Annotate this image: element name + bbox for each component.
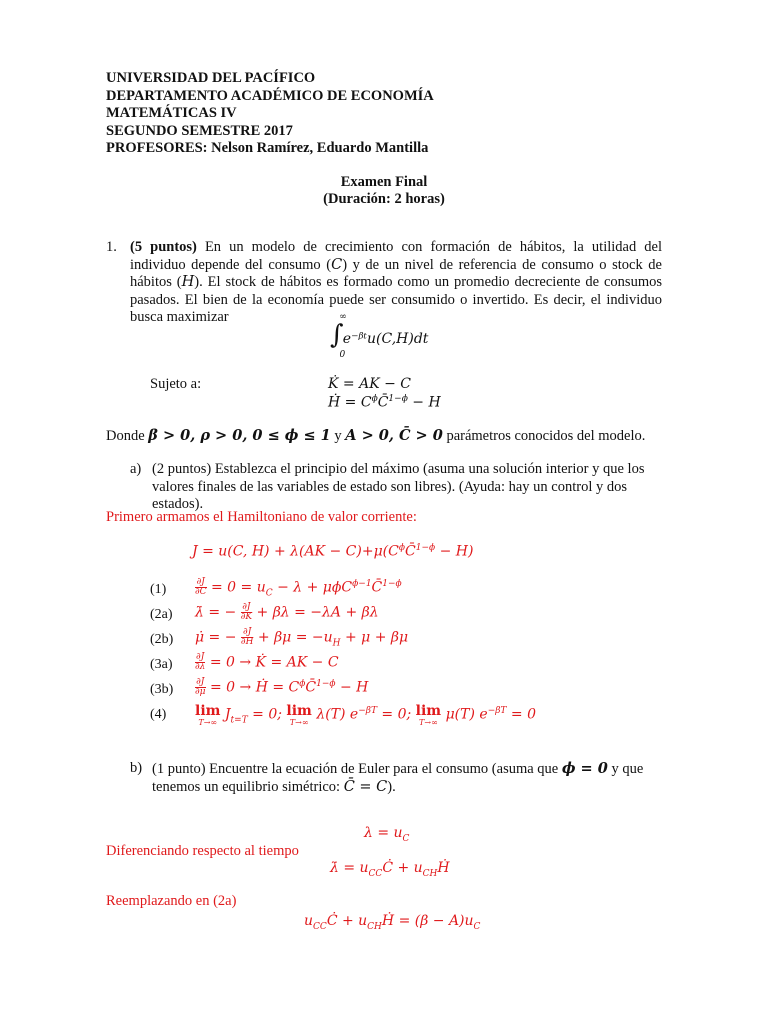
ham-start: J = u(C, H) + λ(AK − C)+μ(C: [192, 543, 399, 560]
lim2: lim: [286, 703, 312, 719]
department-name: DEPARTAMENTO ACADÉMICO DE ECONOMÍA: [106, 87, 434, 104]
q1-text-b: ) y de un nivel de referencia de consumo o stock de hábitos (: [130, 256, 662, 290]
lim1-sub: T→∞: [198, 718, 218, 727]
ham-sup1: ϕ: [398, 543, 405, 553]
condition-3a: [195, 653, 339, 672]
step-replace: Reemplazando en (2a): [106, 893, 237, 909]
subject-to-label: Sujeto a:: [150, 376, 202, 392]
step-differentiate: Diferenciando respecto al tiempo: [106, 843, 299, 859]
lim3-sub: T→∞: [419, 718, 438, 727]
cond1-sub: C: [265, 588, 273, 599]
objective-integral: $\int_0^\infty e^-ᵝᵗu(C,H)dt$: [330, 312, 429, 360]
q1-var-h: H: [181, 274, 195, 290]
lim2-sub: T→∞: [289, 718, 309, 727]
eq3-sub2: CH: [367, 921, 382, 932]
part-b-label: b): [130, 760, 143, 776]
integral-sign-icon: ∫: [330, 320, 344, 350]
parameters-statement: [106, 427, 645, 445]
condition-4: [195, 703, 536, 728]
cond2b-lhs: μ̇ = −: [195, 629, 237, 646]
eq2-mid: Ċ + u: [382, 860, 423, 876]
part-a-label: a): [130, 461, 142, 477]
constraint-h-start: Ḣ = C: [328, 394, 372, 411]
cond1-rhs2: − λ + μϕC: [272, 579, 353, 596]
cond1-rhs: = 0 = u: [211, 579, 266, 596]
condition-label: (2b): [150, 632, 174, 647]
cond3a-num: ∂J: [196, 652, 205, 662]
objective-expression: e⁻ᵝᵗu(C,H)dt: [342, 331, 429, 347]
cond2a-rhs: + βλ = −λA + βλ: [256, 604, 379, 621]
constraint-h: [328, 394, 441, 411]
part-b-text-a: (1 punto) Encuentre la ecuación de Euler para el consumo (asuma que: [152, 761, 562, 777]
condition-2a: [195, 603, 379, 622]
professors: PROFESORES: Nelson Ramírez, Eduardo Mantilla: [106, 140, 429, 156]
cond3b-sup2: 1−ϕ: [316, 678, 336, 689]
cond4-t5sup: −βT: [487, 706, 507, 716]
cond3b-num: ∂J: [196, 677, 205, 687]
euler-eq1: [364, 825, 409, 844]
cond4-t6: = 0: [506, 706, 536, 723]
eq3-end: Ḣ = (β − A)u: [381, 913, 474, 929]
eq2-start: λ̇ = u: [330, 860, 369, 876]
constraint-k: K̇ = AK − C: [328, 376, 412, 392]
constraint-h-mid: C̄: [377, 394, 389, 411]
part-b-text-c: ).: [387, 778, 396, 795]
cond2b-sub: H: [332, 638, 341, 649]
condition-label: (4): [150, 707, 167, 722]
ham-sup2: 1−ϕ: [415, 543, 436, 553]
cond2a-den: ∂K: [240, 612, 253, 622]
cond3a-rhs: = 0 → K̇ = AK − C: [209, 654, 339, 671]
lim1: lim: [195, 703, 221, 719]
cond4-t2: = 0;: [252, 706, 287, 723]
cond3a-den: ∂λ: [195, 662, 206, 672]
eq1-sub: C: [402, 833, 410, 844]
course-name: MATEMÁTICAS IV: [106, 105, 237, 121]
cond1-num: ∂J: [196, 577, 205, 587]
condition-label: (3b): [150, 682, 174, 697]
cond4-t3sup: −βT: [358, 706, 377, 716]
cond3b-den: ∂μ: [195, 687, 206, 697]
cond1-den: ∂C: [195, 587, 207, 597]
question-1-text: [130, 239, 662, 327]
eq3-sub1: CC: [313, 921, 327, 932]
condition-2b: [195, 628, 408, 648]
ham-end: − H): [435, 543, 474, 560]
part-b-text-b: y que tenemos un equilibrio simétrico:: [152, 761, 644, 795]
eq2-end: Ḣ: [437, 860, 450, 876]
constraint-h-sup1: ϕ: [371, 394, 378, 404]
cond3b-rhs2: C̄: [305, 679, 317, 696]
q1-text-a: En un modelo de crecimiento con formación de hábitos, la utilidad del individuo depende del consumo (: [130, 239, 663, 273]
donde-end: parámetros conocidos del modelo.: [442, 428, 646, 444]
question-points: (5 puntos): [130, 239, 197, 255]
cond4-t1: J: [224, 706, 231, 723]
eq3-start: u: [304, 913, 314, 929]
lim3: lim: [415, 703, 442, 719]
eq2-sub1: CC: [368, 868, 383, 879]
cond2a-lhs: λ̇ = −: [195, 604, 237, 621]
exam-duration: (Duración: 2 horas): [323, 191, 445, 207]
constraint-h-sup2: 1−ϕ: [388, 394, 408, 404]
cond4-t1sub: t=T: [230, 715, 248, 726]
condition-label: (2a): [150, 607, 173, 622]
cond3b-rhs3: − H: [335, 679, 369, 696]
answer-intro: Primero armamos el Hamiltoniano de valor corriente:: [106, 509, 417, 525]
cond4-t3: λ(T) e: [316, 706, 359, 723]
q1-text-c: ). El stock de hábitos es formado como un promedio decreciente de consumos pasados. El bien de la economía puede ser consumido o invertido. Es decir, el individuo busca maximizar: [130, 274, 662, 325]
university-name: UNIVERSIDAD DEL PACÍFICO: [106, 70, 316, 86]
question-number: 1.: [106, 239, 117, 255]
cond1-sup2: 1−ϕ: [382, 578, 402, 589]
part-b-sym: C̄ = C: [343, 778, 388, 795]
part-b-phi0: ϕ = 0: [561, 760, 608, 777]
cond3b-rhs: = 0 → Ḣ = C: [209, 679, 300, 696]
cond2b-rhs2: + μ + βμ: [340, 629, 409, 646]
eq3-sub3: C: [473, 921, 481, 932]
condition-3b: [195, 678, 368, 697]
condition-label: (3a): [150, 657, 173, 672]
constraint-h-end: − H: [407, 394, 441, 411]
condition-1: [195, 578, 402, 598]
semester: SEGUNDO SEMESTRE 2017: [106, 122, 293, 139]
donde-math2: A > 0, C̄ > 0: [345, 427, 443, 444]
cond1-rhs3: C̄: [371, 579, 383, 596]
eq2-sub2: CH: [422, 868, 438, 879]
condition-label: (1): [150, 582, 167, 597]
cond4-t5: μ(T) e: [445, 706, 488, 723]
donde-y: y: [330, 428, 346, 444]
donde-math: β > 0, ρ > 0, 0 ≤ ϕ ≤ 1: [148, 427, 331, 444]
cond2b-num: ∂J: [241, 628, 254, 638]
cond1-sup: ϕ−1: [352, 578, 372, 589]
hamiltonian: [192, 543, 473, 560]
ham-mid: C̄: [405, 543, 416, 560]
euler-eq2: [330, 860, 450, 879]
eq1-main: λ = u: [364, 825, 403, 841]
cond3b-sup: ϕ: [299, 678, 306, 689]
cond4-t4: = 0;: [376, 706, 416, 723]
part-a-text: (2 puntos) Establezca el principio del máximo (asuma una solución interior y que los valores finales de las variables de estado son libres). (Ayuda: hay un control y dos estados).: [152, 461, 645, 512]
euler-eq3: [304, 913, 480, 932]
part-b-text: [152, 760, 662, 796]
donde-start: Donde: [106, 428, 149, 444]
cond2b-rhs: + βμ = −u: [257, 629, 333, 646]
document-header: [106, 70, 434, 158]
q1-var-c: C: [331, 256, 343, 273]
cond2b-den: ∂H: [240, 637, 254, 647]
eq3-mid: Ċ + u: [326, 913, 368, 929]
cond2a-num: ∂J: [242, 602, 251, 612]
exam-title: Examen Final: [340, 174, 428, 190]
